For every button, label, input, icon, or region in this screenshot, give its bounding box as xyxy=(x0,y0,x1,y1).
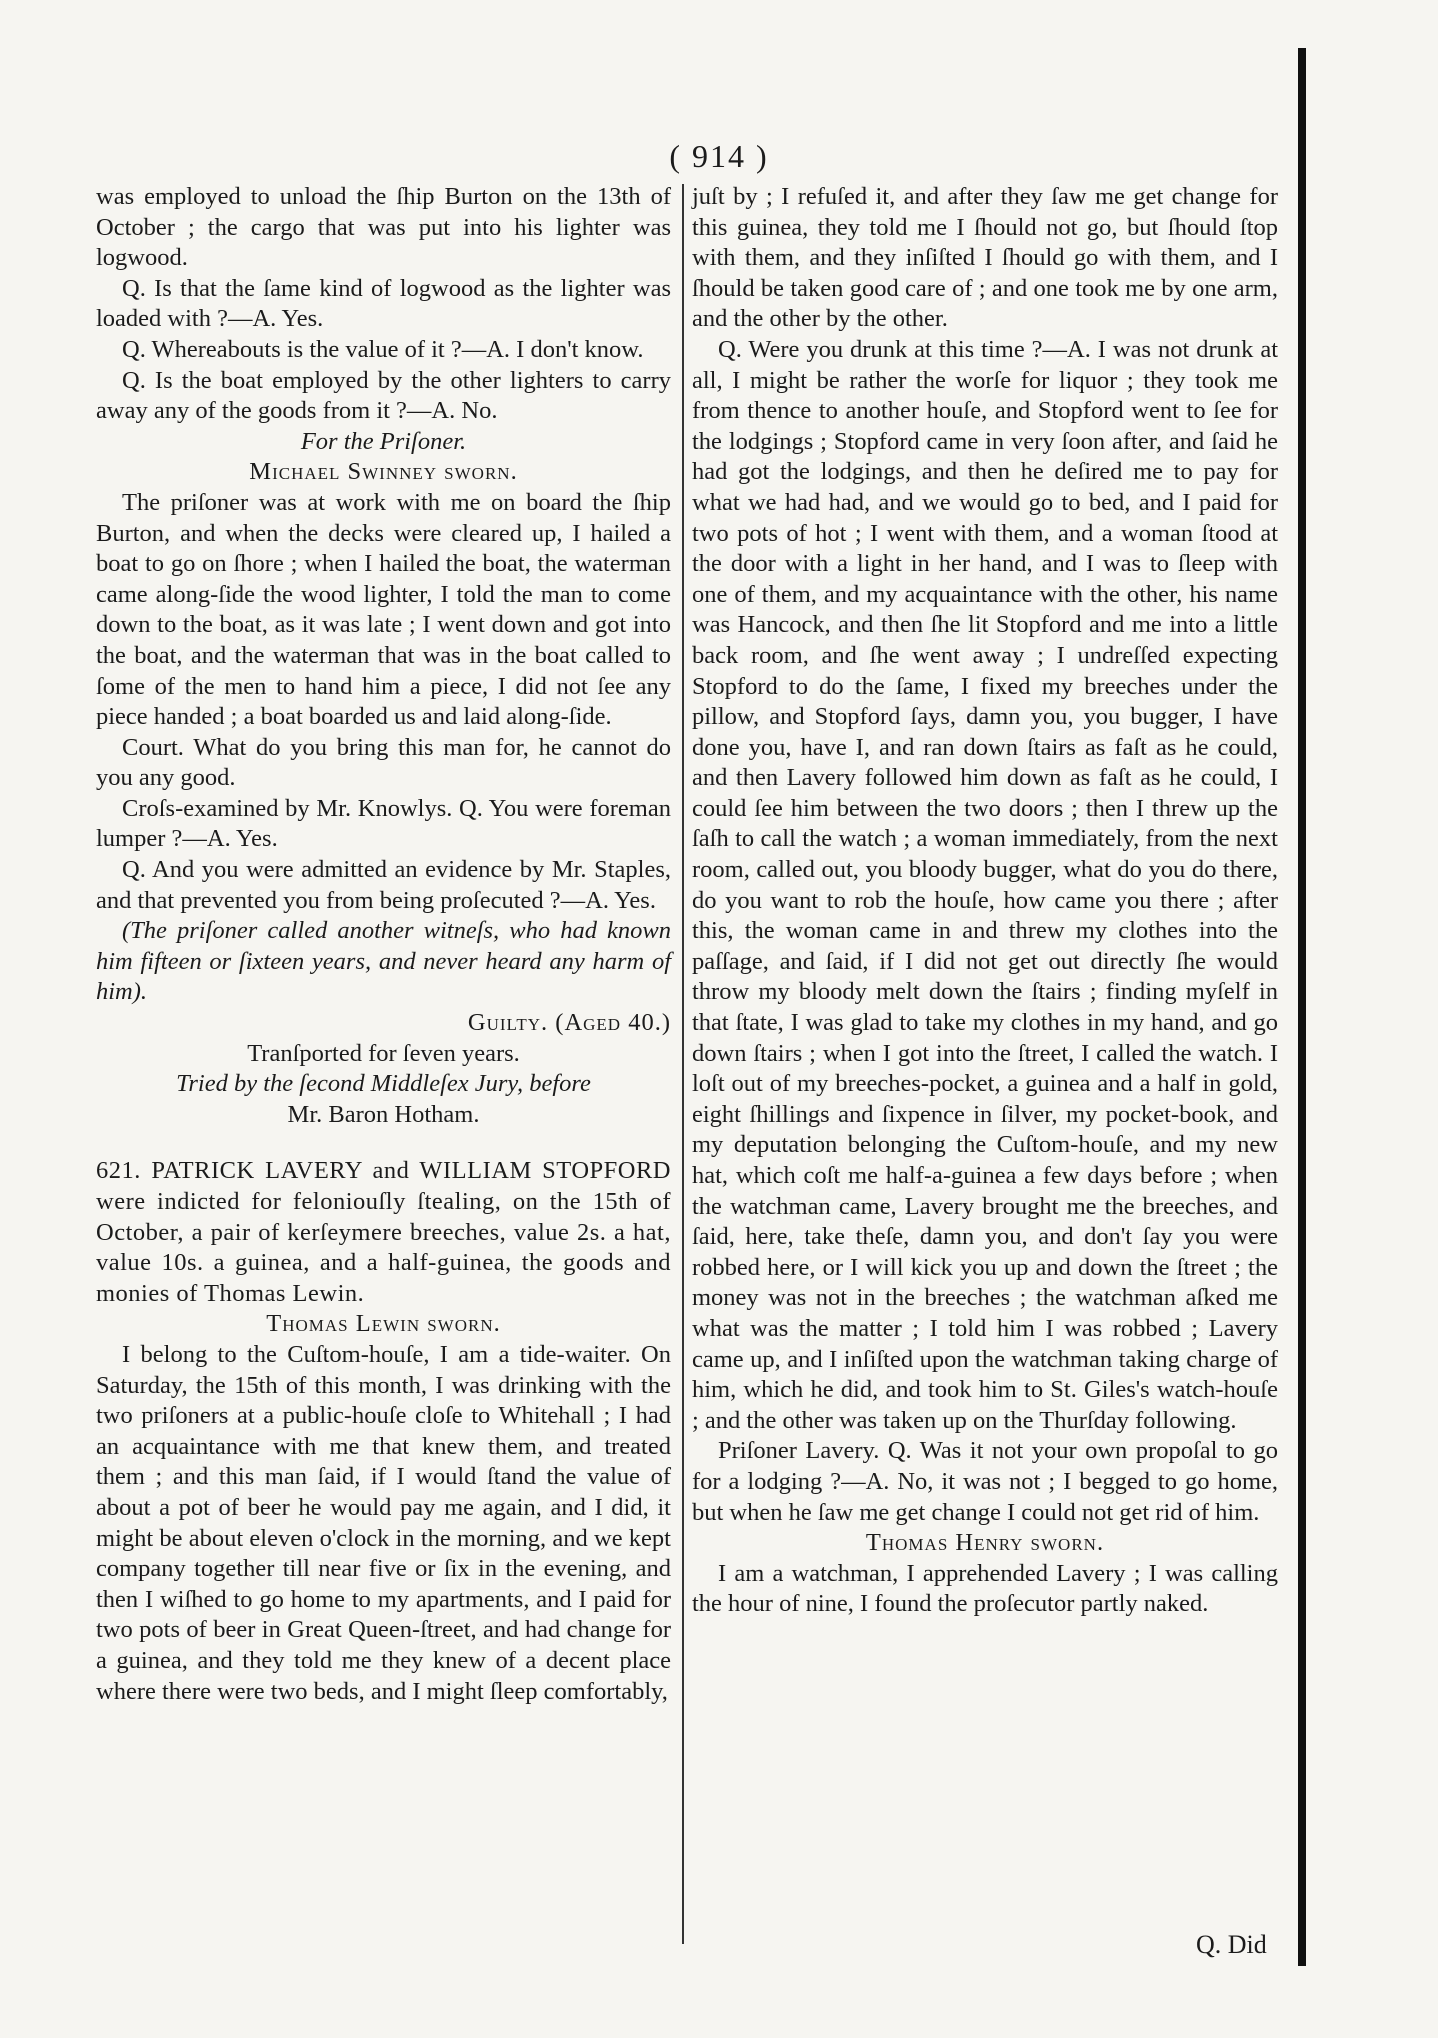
witness-heading: Thomas Lewin ſworn. xyxy=(266,1310,501,1338)
spacer xyxy=(96,1130,671,1156)
paragraph: Court. What do you bring this man for, he cannot do you any good. xyxy=(96,733,671,792)
paragraph: Q. And you were admitted an evidence by Mr. Staples, and that prevented you from being proſecuted ?—A. Yes. xyxy=(96,856,671,914)
judge: Mr. Baron Hotham. xyxy=(287,1100,480,1128)
column-divider xyxy=(682,184,684,1944)
paragraph: (The priſoner called another witneſs, who had known him fifteen or ſixteen years, and never heard any harm of him). xyxy=(96,917,671,1006)
paragraph: I am a watchman, I apprehended Lavery ; I was calling the hour of nine, I found the proſecutor partly naked. xyxy=(692,1559,1278,1618)
section-heading: For the Priſoner. xyxy=(300,427,467,455)
paragraph: Q. Is that the ſame kind of logwood as the lighter was loaded with ?—A. Yes. xyxy=(96,274,671,333)
paragraph: juſt by ; I refuſed it, and after they ſaw me get change for this guinea, they told me I ſhould not go, but ſhould ſtop with them, and they inſiſted I ſhould go with them, and I ſhould be taken good care of ; and one took me by one arm, and the other by the other. xyxy=(692,183,1278,333)
paragraph: Priſoner Lavery. Q. Was it not your own propoſal to go for a lodging ?—A. No, it was not ; I begged to go home, but when he ſaw me get change I could not get rid of him. xyxy=(692,1437,1278,1526)
paragraph: I belong to the Cuſtom-houſe, I am a tide-waiter. On Saturday, the 15th of this month, I was drinking with the two priſoners at a public-houſe cloſe to Whitehall ; I had an acquaintance with me that knew them, and treated them ; and this man ſaid, if I would ſtand the value of about a pot of beer he would pay me again, and I did, it might be about eleven o'clock in the morning, and we kept company together till near five or ſix in the evening, and then I wiſhed to go home to my apartments, and I paid for two pots of beer in Great Queen-ſtreet, and had change for a guinea, and they told me they knew of a decent place where there were two beds, and I might ſleep comfortably, xyxy=(96,1340,671,1705)
catchword: Q. Did xyxy=(1196,1930,1267,1959)
right-column xyxy=(692,182,1278,1620)
page-edge-bar xyxy=(1298,48,1306,1966)
witness-heading: Thomas Henry ſworn. xyxy=(865,1529,1105,1557)
indictment: 621. PATRICK LAVERY and WILLIAM STOPFORD were indicted for feloniouſly ſtealing, on the 15th of October, a pair of kerſeymere breeches, value 2s. a hat, value 10s. a guinea, and a half-guinea, the goods and monies of Thomas Lewin. xyxy=(96,1157,671,1307)
verdict: Guilty. (Aged 40.) xyxy=(467,1009,671,1037)
paragraph: Croſs-examined by Mr. Knowlys. Q. You were foreman lumper ?—A. Yes. xyxy=(96,794,671,853)
paragraph: The priſoner was at work with me on board the ſhip Burton, and when the decks were cleared up, I hailed a boat to go on ſhore ; when I hailed the boat, the waterman came along-ſide the wood lighter, I told the man to come down to the boat, as it was late ; I went down and got into the boat, and the waterman that was in the boat called to ſome of the men to hand him a piece, I did not ſee any piece handed ; a boat boarded us and laid along-ſide. xyxy=(96,488,671,731)
tried-by: Tried by the ſecond Middleſex Jury, before xyxy=(176,1070,591,1098)
paragraph: Q. Whereabouts is the value of it ?—A. I don't know. xyxy=(122,335,644,363)
page-number: ( 914 ) xyxy=(669,138,769,174)
sentence: Tranſported for ſeven years. xyxy=(247,1039,520,1067)
witness-heading: Michael Swinney ſworn. xyxy=(249,458,518,486)
paragraph: Q. Is the boat employed by the other lighters to carry away any of the goods from it ?—A. No. xyxy=(96,366,671,425)
paragraph: was employed to unload the ſhip Burton on the 13th of October ; the cargo that was put into his lighter was logwood. xyxy=(96,183,671,272)
paragraph: Q. Were you drunk at this time ?—A. I was not drunk at all, I might be rather the worſe for liquor ; they took me from thence to another houſe, and Stopford went to ſee for the lodgings ; Stopford came in very ſoon after, and ſaid he had got the lodgings, and then he deſired me to pay for what we had had, and we would go to bed, and I paid for two pots of hot ; I went with them, and a woman ſtood at the door with a light in her hand, and I was to ſleep with one of them, and my acquaintance with the other, his name was Hancock, and then ſhe lit Stopford and me into a little back room, and ſhe went away ; I undreſſed expecting Stopford to do the ſame, I fixed my breeches under the pillow, and Stopford ſays, damn you, you bugger, I have done you, have I, and ran down ſtairs as faſt as he could, and then Lavery followed him down as faſt as he could, I could ſee him between the two doors ; then I threw up the ſaſh to call the watch ; a woman immediately, from the next room, called out, you bloody bugger, what do you do there, do you want to rob the houſe, how came you there ; after this, the woman came in and threw my clothes into the paſſage, and ſaid, if I did not get out directly ſhe would throw my bloody melt down the ſtairs ; finding myſelf in that ſtate, I was glad to take my clothes in my hand, and go down ſtairs ; when I got into the ſtreet, I called the watch. I loſt out of my breeches-pocket, a guinea and a half in gold, eight ſhillings and ſixpence in ſilver, my pocket-book, and my deputation belonging the Cuſtom-houſe, and my new hat, which coſt me half-a-guinea a few days before ; when the watchman came, Lavery brought me the breeches, and ſaid, here, take theſe, damn you, and don't ſay you were robbed here, or I will kick you up and down the ſtreet ; the money was not in the breeches ; the watchman aſked me what was the matter ; I told him I was robbed ; Lavery came up, and I inſiſted upon the watchman taking charge of him, which he did, and took him to St. Giles's watch-houſe ; and the other was taken up on the Thurſday following. xyxy=(692,335,1278,1434)
left-column xyxy=(96,182,671,1707)
